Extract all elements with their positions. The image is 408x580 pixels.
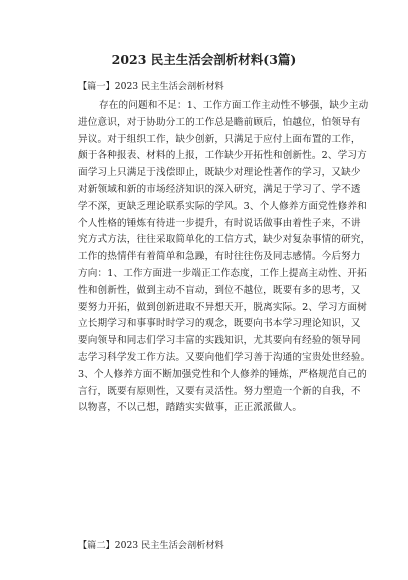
body-line: 方向：1、工作方面进一步端正工作态度，工作上提高主动性、开拓 xyxy=(78,267,367,279)
body-line: 3、个人修养方面不断加强党性和个人修养的锤炼，严格规范自己的 xyxy=(78,368,367,380)
body-line: 立长期学习和事事时时学习的观念，既要向书本学习理论知识，又 xyxy=(78,318,361,330)
document-title: 2023 民主生活会剖析材料(3篇) xyxy=(111,52,297,67)
body-line: 存在的问题和不足：1、工作方面工作主动性不够强，缺少主动 xyxy=(99,100,369,111)
body-line: 对新领域和新的市场经济知识的深入研究，满足于学习了、学不透 xyxy=(78,183,361,195)
body-line: 志学习科学发工作方法。又要向他们学习善于沟通的宝贵处世经验。 xyxy=(78,351,371,363)
body-line: 颇于各种报表、材料的上报，工作缺少开拓性和创新性。2、学习方 xyxy=(78,150,367,162)
body-line: 学不深，更缺乏理论联系实际的学风。3、个人修养方面党性修养和 xyxy=(78,200,367,212)
body-line: 究方式方法，往往采取简单化的工信方式，缺少对复杂事情的研究， xyxy=(78,234,371,246)
section-heading-2: 【篇二】2023 民主生活会剖析材料 xyxy=(78,540,224,551)
body-line: 要努力开拓，做到创新进取不异想天开，脱离实际。2、学习方面树 xyxy=(78,301,367,313)
body-line: 要向领导和同志们学习丰富的实践知识，尤其要向有经验的领导同 xyxy=(78,335,361,347)
body-line: 个人性格的锤炼有待进一步提升，有时说话做事由着性子来，不讲 xyxy=(78,217,361,229)
body-line: 异议。对于组织工作，缺少创新，只满足于应付上面布置的工作， xyxy=(78,133,361,145)
body-line: 工作的热情伴有着简单和急躁，有时往往伤及同志感情。今后努力 xyxy=(78,251,361,263)
document-body xyxy=(78,98,371,417)
section-heading-1: 【篇一】2023 民主生活会剖析材料 xyxy=(78,81,224,92)
body-line: 进位意识，对于协助分工的工作总是瞻前顾后，怕越位，怕领导有 xyxy=(78,116,361,128)
body-line: 面学习上只满足于浅偿即止，既缺少对理论性著作的学习，又缺少 xyxy=(78,167,361,179)
body-line: 言行，既要有原则性，又要有灵活性。努力塑造一个新的自我，不 xyxy=(78,385,361,397)
body-line: 性和创新性，做到主动不盲动，到位不越位，既要有多的思考，又 xyxy=(78,284,361,296)
body-line: 以物喜，不以己想，踏踏实实做事，正正派派做人。 xyxy=(78,402,303,414)
